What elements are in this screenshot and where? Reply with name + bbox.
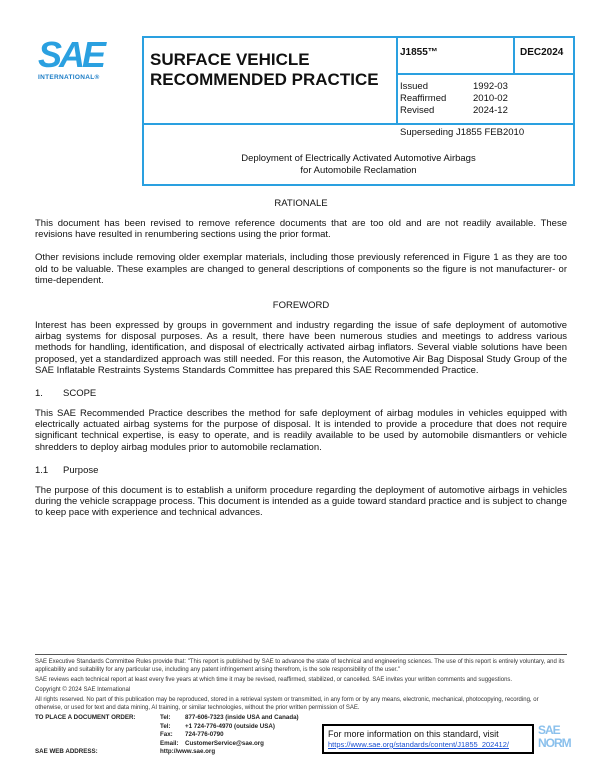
watermark: SAE NORM: [538, 723, 571, 750]
footer-rule: [35, 654, 567, 655]
divider: [397, 73, 574, 75]
footer: [35, 658, 571, 762]
superseding: Superseding J1855 FEB2010: [400, 127, 525, 138]
order-info: [35, 714, 571, 762]
order-label: TO PLACE A DOCUMENT ORDER:: [35, 714, 136, 721]
purpose-paragraph: The purpose of this document is to establish a uniform procedure regarding the deployment of automotive airbags in vehicles during the vehicle scrappage process. This document is intended as a guide toward standard practice and is subject to change to keep pace with experience and technical advances.: [35, 484, 567, 519]
document-title: Deployment of Electrically Activated Automotive Airbags for Automobile Reclamation: [241, 153, 476, 176]
divider: [513, 37, 515, 74]
section-purpose-heading: 1.1 Purpose: [35, 464, 99, 476]
web-address[interactable]: http://www.sae.org: [160, 748, 216, 755]
foreword-heading: FOREWORD: [272, 300, 330, 312]
footer-copyright: Copyright © 2024 SAE International: [35, 687, 131, 693]
document-type: SURFACE VEHICLE RECOMMENDED PRACTICE: [150, 50, 379, 89]
footer-review-text: SAE reviews each technical report at least every five years at which time it may be revised, reaffirmed, stabilized, or cancelled. SAE invites your written comments and suggestions.: [35, 677, 513, 683]
more-info-box: [322, 724, 534, 754]
rationale-paragraph: Other revisions include removing older exemplar materials, including those previously referenced in Figure 1 as they are too old to be valuable. These examples are changed to general descriptions of components so the figure is not manufacturer- or time-dependent.: [35, 252, 567, 286]
date-values: 1992-03 2010-02 2024-12: [473, 81, 508, 116]
sae-logo: [38, 34, 113, 81]
contact-labels: Tel: Tel: Fax: Email:: [160, 714, 179, 747]
divider: [396, 37, 398, 124]
footer-rules-text: SAE Executive Standards Committee Rules provide that: "This report is published by SAE to advance the state of technical and engineering sciences. The use of this report is entirely voluntary, and its applicability and suitability for any particular use, including any patent infringement arising therefrom, is the sole responsibility of the user.": [35, 659, 565, 673]
rationale-heading: RATIONALE: [274, 198, 328, 209]
web-address-label: SAE WEB ADDRESS:: [35, 748, 98, 755]
logo-subtitle: INTERNATIONAL®: [38, 74, 100, 81]
contact-values: 877-606-7323 (inside USA and Canada) +1 724-776-4970 (outside USA) 724-776-0790 CustomerService@sae.org: [185, 714, 299, 747]
document-body: [35, 198, 567, 518]
section-scope-heading: 1. SCOPE: [35, 388, 97, 400]
logo-mark: SAE: [38, 34, 104, 75]
rationale-paragraph: This document has been revised to remove reference documents that are too old and are not readily available. These revisions have resulted in renumbering sections using the prior format.: [35, 218, 567, 241]
document-date: DEC2024: [520, 47, 564, 58]
footer-rights-text: All rights reserved. No part of this publication may be reproduced, stored in a retrieval system or transmitted, in any form or by any means, electronic, mechanical, photocopying, recording, or otherwise, or used for text and data mining, AI training, or similar technologies, without the prior written permission of SAE.: [35, 697, 539, 711]
divider: [143, 123, 574, 125]
standard-link[interactable]: https://www.sae.org/standards/content/J1855_202412/: [328, 740, 509, 749]
more-info-text: For more information on this standard, visit: [328, 729, 499, 739]
date-labels: Issued Reaffirmed Revised: [400, 81, 447, 116]
foreword-paragraph: Interest has been expressed by groups in government and industry regarding the issue of safe deployment of automotive airbag systems for disposal purposes. As a result, there have been numerous studies and meetings to address various methods for handling, identification, and disposal of electrically activated airbag inflators. Several viable solutions have been proposed, yet a standardized approach was still needed. For this reason, the Automotive Air Bag Disposal Study Group of the SAE Inflatable Restraints Systems Standards Committee has prepared this SAE Recommended Practice.: [35, 320, 567, 376]
scope-paragraph: This SAE Recommended Practice describes the method for safe deployment of airbag modules in vehicles equipped with electrically actuated airbag systems for the purpose of disposal. It is intended to provide a procedure that does not require significant technical expertise, is easy to operate, and is readily available to be used by automobile dismantlers or vehicle shredders to deploy airbag modules prior to automobile reclamation.: [35, 408, 567, 453]
document-number: J1855™: [400, 47, 438, 58]
